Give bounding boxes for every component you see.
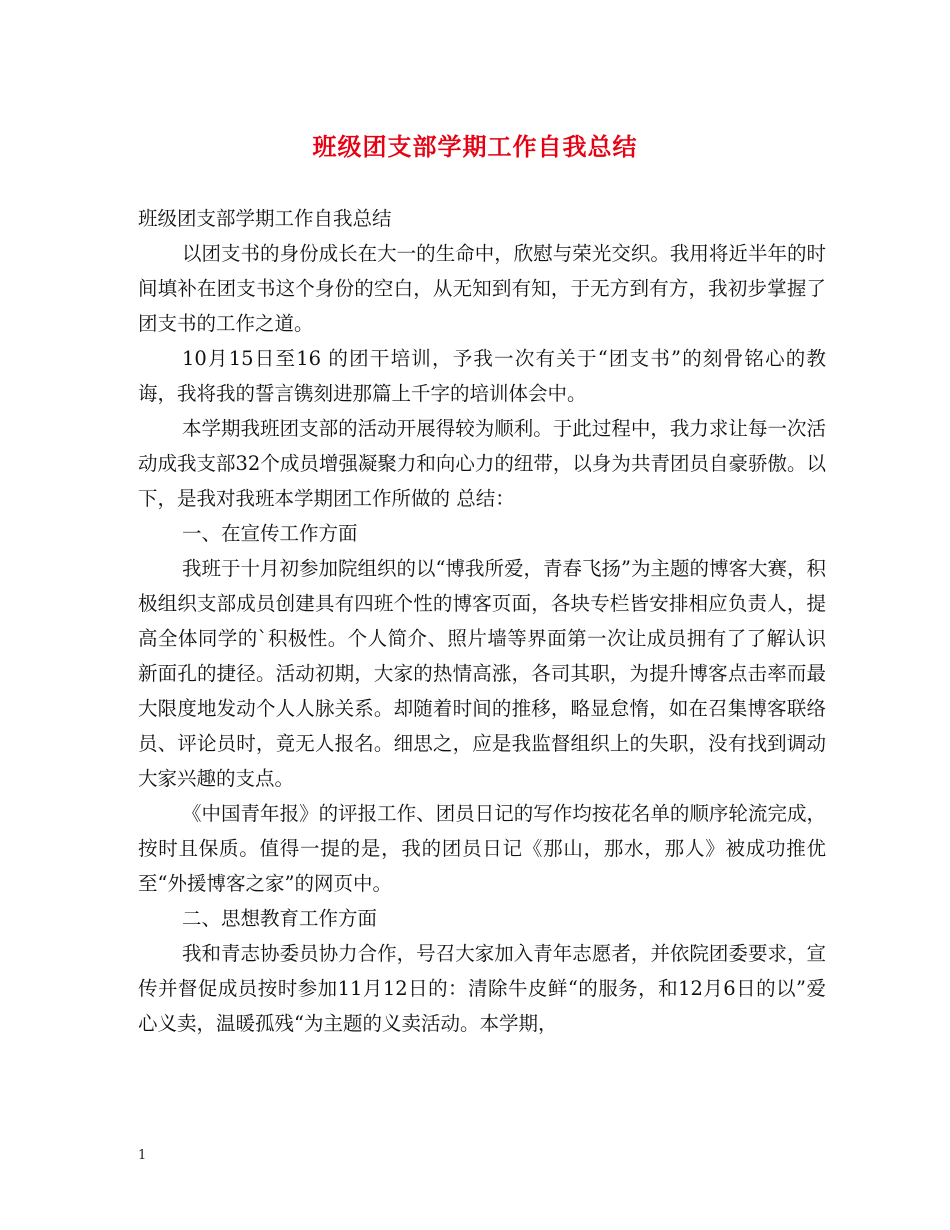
body-paragraph: 10月15日至16 的团干培训，予我一次有关于“团支书”的刻骨铭心的教诲，我将我的誓言镌刻进那篇上千字的培训体会中。: [138, 347, 826, 405]
section-heading: 一、在宣传工作方面: [182, 522, 358, 545]
body-paragraph: 我班于十月初参加院组织的以“博我所爱，青春飞扬”为主题的博客大赛，积极组织支部成员创建具有四班个性的博客页面，各块专栏皆安排相应负责人，提高全体同学的`积极性。个人简介、照片墙等界面第一次让成员拥有了了解认识新面孔的捷径。活动初期，大家的热情高涨，各司其职，为提升博客点击率而最大限度地发动个人人脉关系。却随着时间的推移，略显怠惰，如在召集博客联络员、评论员时，竟无人报名。细思之，应是我监督组织上的失职，没有找到调动大家兴趣的支点。: [138, 557, 826, 790]
body-paragraph: 以团支书的身份成长在大一的生命中，欣慰与荣光交织。我用将近半年的时间填补在团支书这个身份的空白，从无知到有知，于无方到有方，我初步掌握了团支书的工作之道。: [138, 242, 826, 335]
document-body: [138, 201, 826, 1041]
body-paragraph: 班级团支部学期工作自我总结: [138, 207, 392, 230]
body-paragraph: 《中国青年报》的评报工作、团员日记的写作均按花名单的顺序轮流完成，按时且保质。值得一提的是，我的团员日记《那山，那水，那人》被成功推优至“外援博客之家”的网页中。: [138, 802, 826, 895]
section-heading: 二、思想教育工作方面: [182, 907, 378, 930]
body-paragraph: 我和青志协委员协力合作，号召大家加入青年志愿者，并依院团委要求，宣传并督促成员按时参加11月12日的：清除牛皮鲜“的服务，和12月6日的以”爱心义卖，温暖孤残“为主题的义卖活动。本学期，: [138, 942, 826, 1035]
body-paragraph: 本学期我班团支部的活动开展得较为顺利。于此过程中，我力求让每一次活动成我支部32个成员增强凝聚力和向心力的纽带，以身为共青团员自豪骄傲。以下，是我对我班本学期团工作所做的 总结：: [138, 417, 826, 510]
page-number: 1: [138, 1148, 147, 1163]
document-title: 班级团支部学期工作自我总结: [312, 132, 638, 161]
